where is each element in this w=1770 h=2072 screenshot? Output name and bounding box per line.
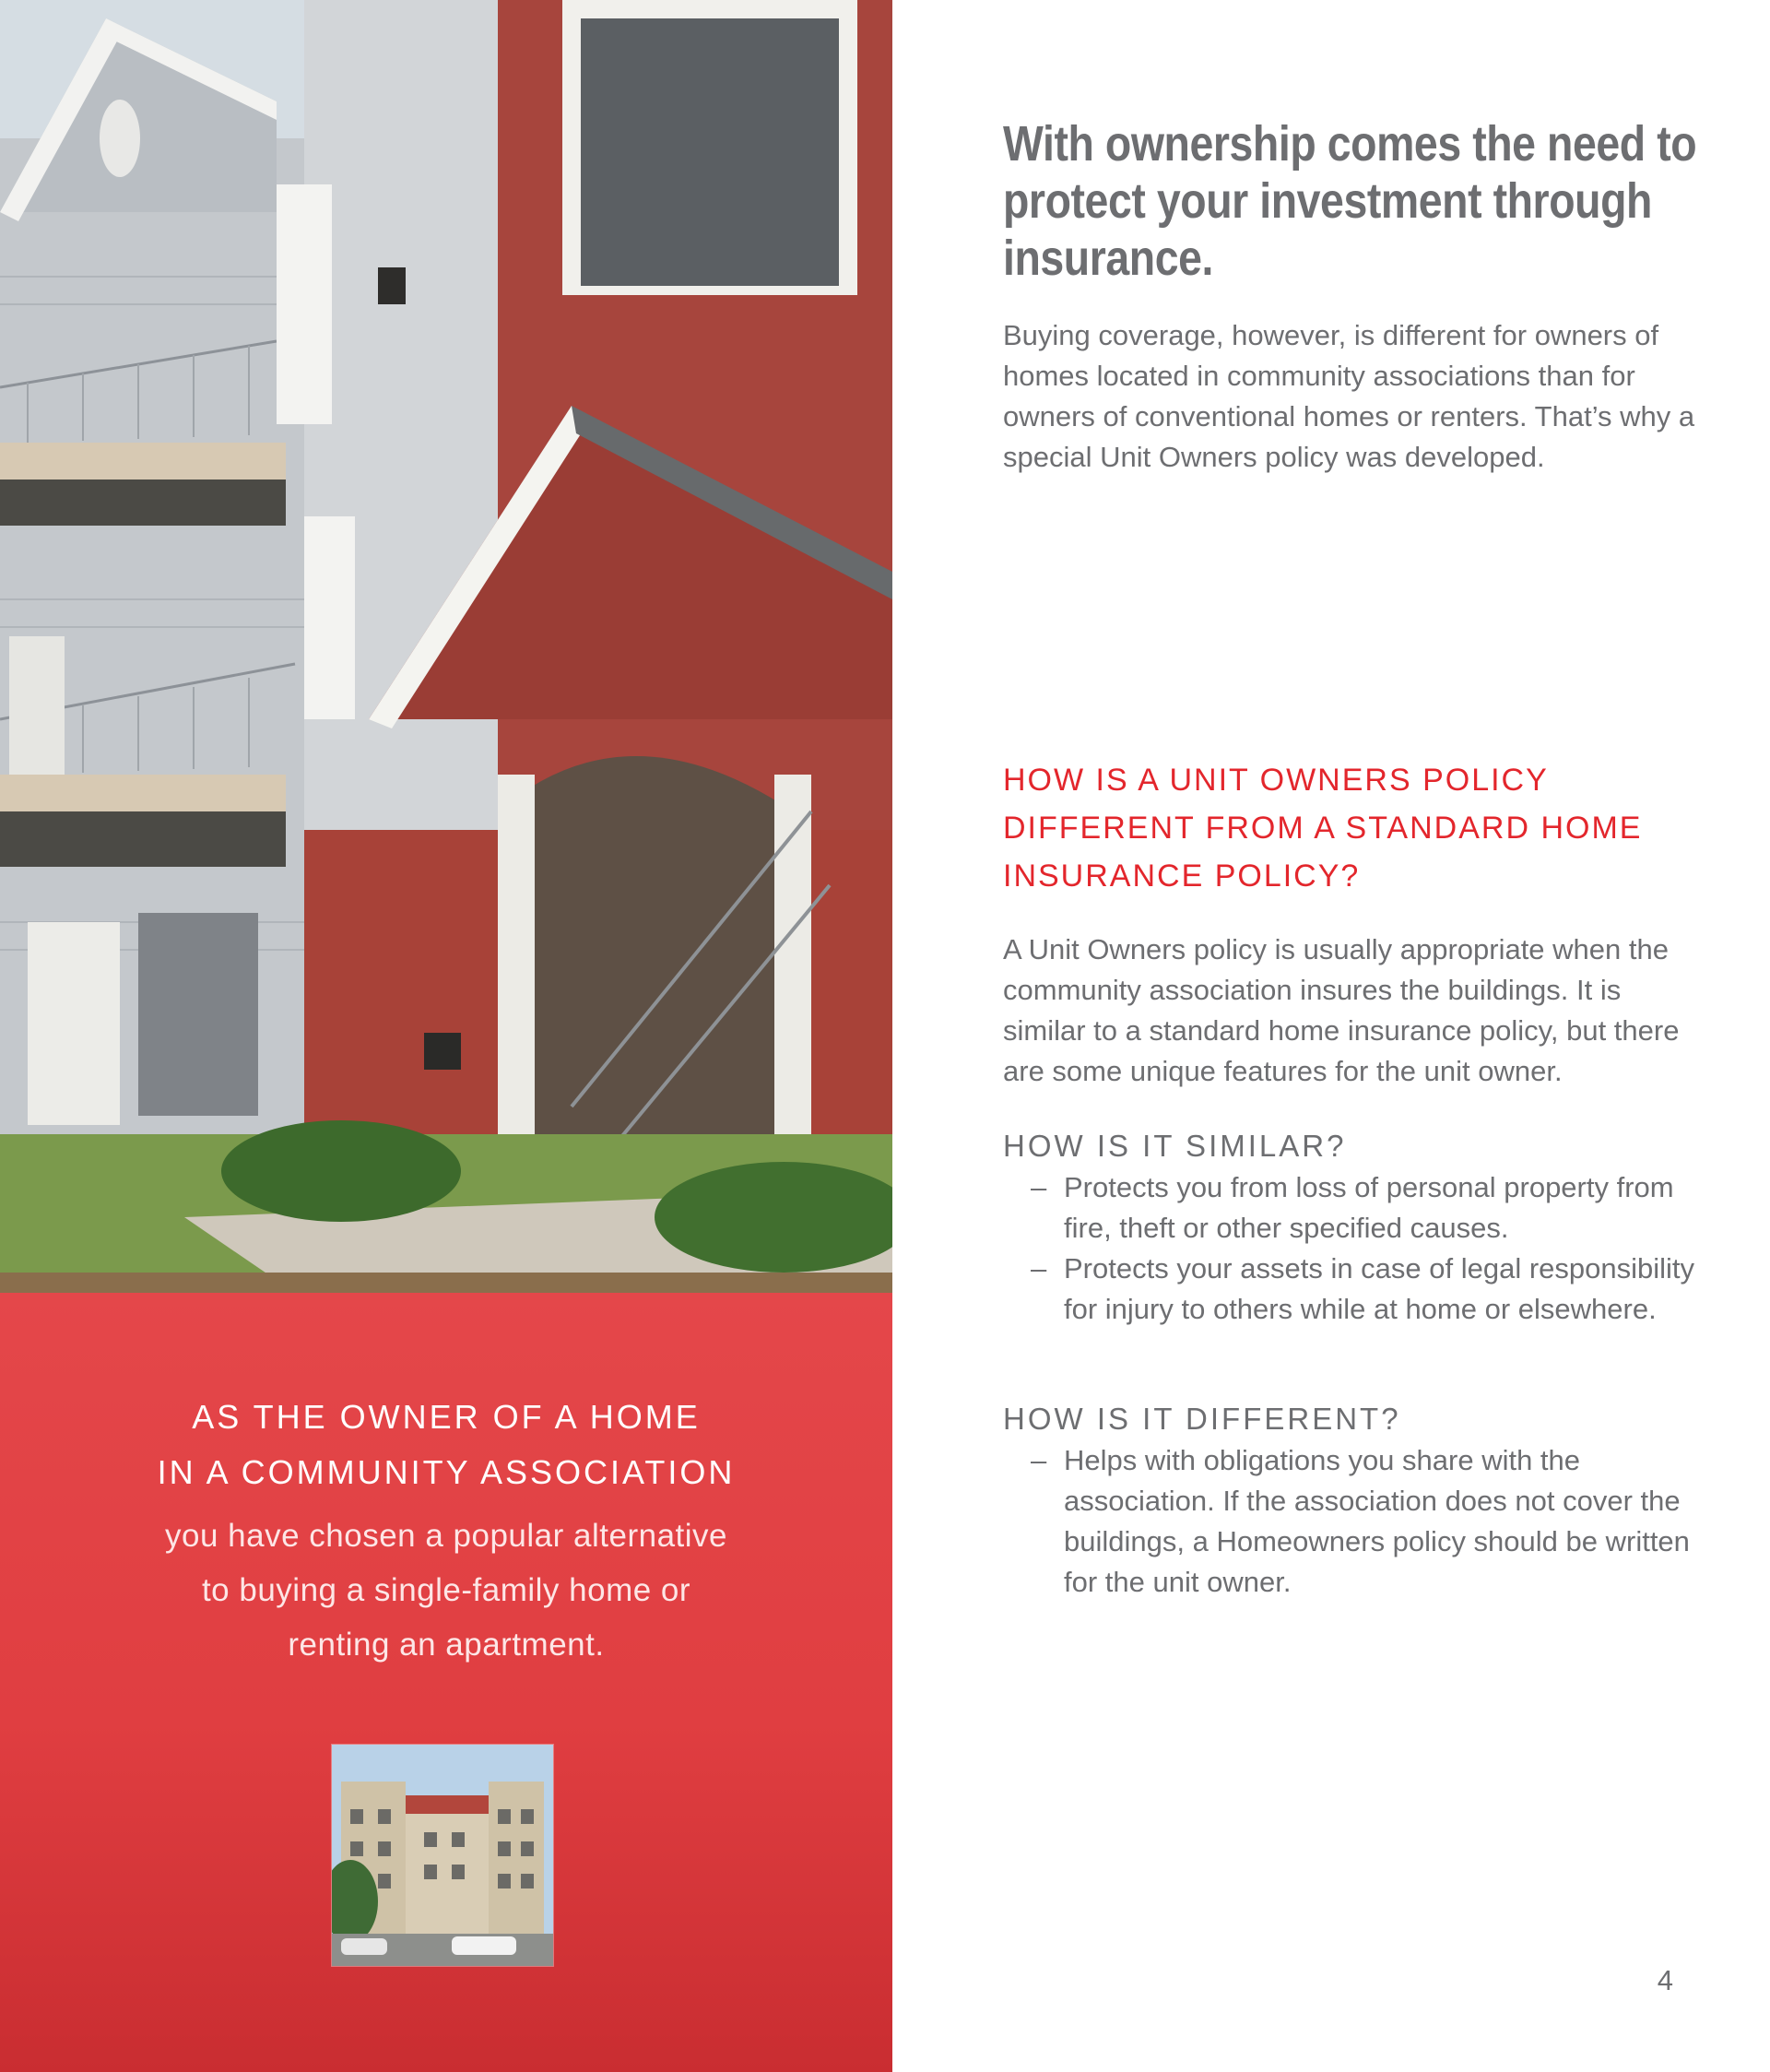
building-thumbnail-photo — [332, 1745, 553, 1966]
callout-heading — [0, 1390, 892, 1500]
callout-body — [0, 1509, 892, 1672]
list-item — [1003, 1249, 1704, 1330]
callout-body-line: you have chosen a popular alternative — [164, 1518, 727, 1554]
callout-heading-line: AS THE OWNER OF A HOME — [192, 1398, 701, 1436]
similar-list — [1003, 1167, 1704, 1330]
list-item-text: Helps with obligations you share with the association. If the association does not cover the buildings, a Homeowners policy should be written for the unit owner. — [1064, 1444, 1690, 1598]
callout-heading-line: IN A COMMUNITY ASSOCIATION — [157, 1453, 736, 1491]
list-item-text: Protects your assets in case of legal responsibility for injury to others while at home or elsewhere. — [1064, 1252, 1695, 1325]
list-item — [1003, 1167, 1704, 1249]
section-heading: HOW IS A UNIT OWNERS POLICY DIFFERENT FROM A STANDARD HOME INSURANCE POLICY? — [1003, 763, 1643, 894]
different-heading: HOW IS IT DIFFERENT? — [1003, 1402, 1401, 1436]
callout-body-line: to buying a single-family home or — [201, 1572, 691, 1608]
callout-body-line: renting an apartment. — [288, 1627, 605, 1663]
right-column — [1003, 0, 1704, 2072]
red-callout-panel — [0, 1293, 892, 2072]
dash-marker: – — [1031, 1252, 1047, 1285]
list-item-text: Protects you from loss of personal property from fire, theft or other specified causes. — [1064, 1171, 1674, 1244]
similar-heading: HOW IS IT SIMILAR? — [1003, 1129, 1347, 1163]
different-list — [1003, 1440, 1704, 1603]
list-item — [1003, 1440, 1704, 1603]
apartment-building-photo — [0, 0, 892, 1293]
dash-marker: – — [1031, 1171, 1047, 1203]
page-title: With ownership comes the need to protect your investment through insurance. — [1003, 116, 1697, 286]
section-paragraph: A Unit Owners policy is usually appropriate when the community association insures the buildings. It is similar to a standard home insurance policy, but there are some unique features for the unit owner. — [1003, 933, 1680, 1087]
intro-paragraph: Buying coverage, however, is different for owners of homes located in community associations than for owners of conventional homes or renters. That’s why a special Unit Owners policy was developed. — [1003, 319, 1695, 473]
dash-marker: – — [1031, 1444, 1047, 1476]
page-number: 4 — [1657, 1964, 1673, 1996]
